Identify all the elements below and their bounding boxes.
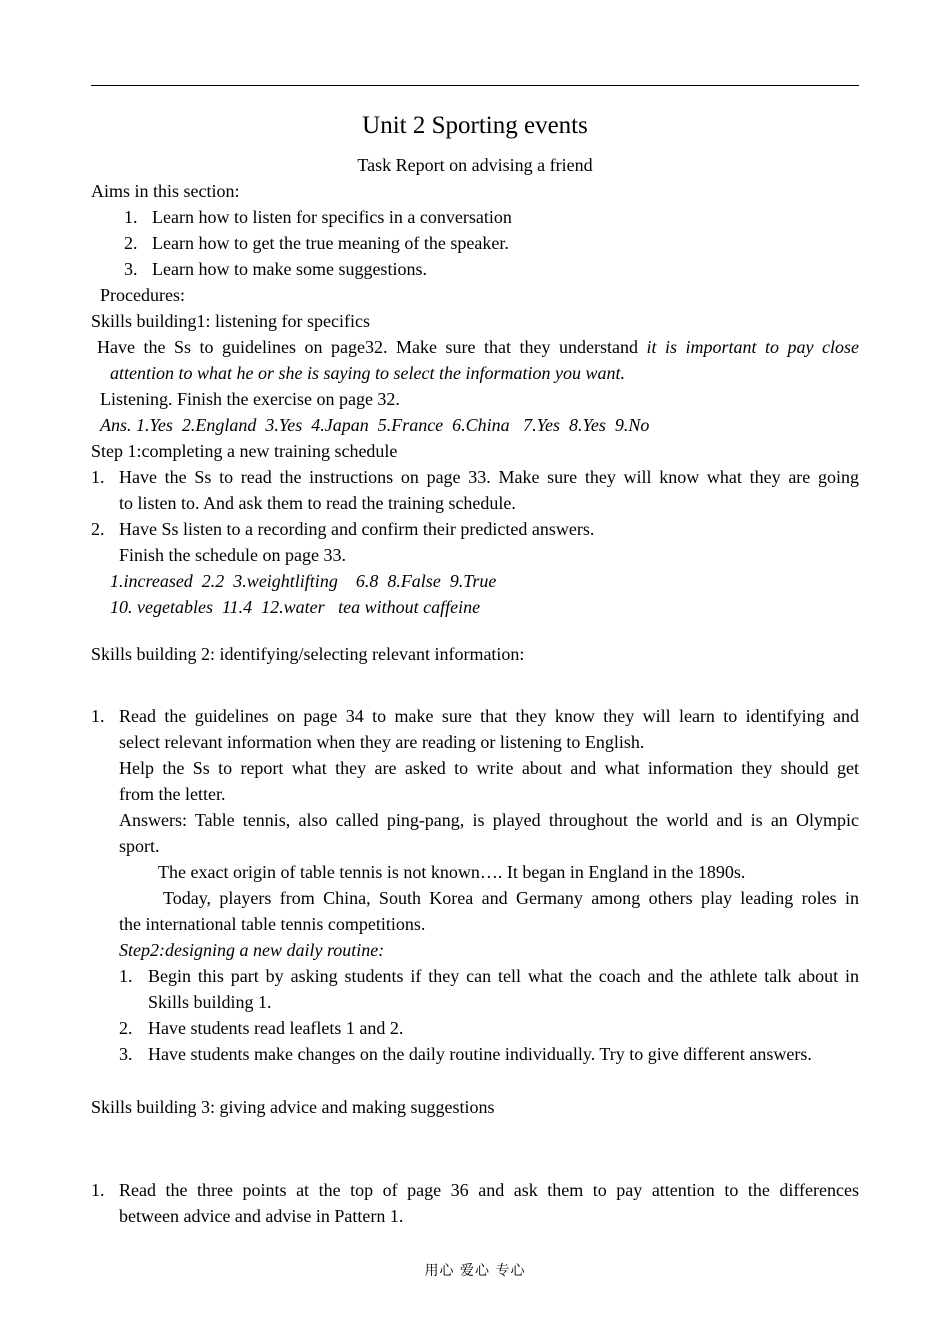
skills1-listening: Listening. Finish the exercise on page 32. <box>100 389 400 409</box>
skills3-item1-num: 1. <box>91 1180 105 1200</box>
step2-item3-num: 3. <box>119 1044 133 1064</box>
page-title: Unit 2 Sporting events <box>362 112 588 139</box>
skills1-answers: Ans. 1.Yes 2.England 3.Yes 4.Japan 5.France 6.China 7.Yes 8.Yes 9.No <box>100 415 650 435</box>
skills2-line-5: Answers: Table tennis, also called ping-pang, is played throughout the world and is an Olympic <box>119 810 859 830</box>
aim-item-2: 2. Learn how to get the true meaning of the speaker. <box>124 233 509 253</box>
header-rule <box>91 85 859 86</box>
skills2-heading: Skills building 2: identifying/selecting relevant information: <box>91 644 525 664</box>
skills2-line-1: Read the guidelines on page 34 to make sure that they know they will learn to identifying and <box>119 706 859 726</box>
skills2-line-6: sport. <box>119 836 160 856</box>
page-footer: 用心 爱心 专心 <box>424 1263 526 1279</box>
step1-item1-num: 1. <box>91 467 105 487</box>
skills2-item1-num: 1. <box>91 706 105 726</box>
page-subtitle: Task Report on advising a friend <box>357 155 593 175</box>
skills1-guideline: Have the Ss to guidelines on page32. Make sure that they understand it is important to pay close <box>97 337 859 357</box>
step1-item2-line2: Finish the schedule on page 33. <box>119 545 346 565</box>
step1-answers-1: 1.increased 2.2 3.weightlifting 6.8 8.False 9.True <box>110 571 497 591</box>
step2-heading: Step2:designing a new daily routine: <box>119 940 385 960</box>
step2-item2: Have students read leaflets 1 and 2. <box>148 1018 404 1038</box>
step2-item3: Have students make changes on the daily routine individually. Try to give different answers. <box>148 1044 812 1064</box>
skills3-heading: Skills building 3: giving advice and making suggestions <box>91 1097 495 1117</box>
skills1-heading: Skills building1: listening for specifics <box>91 311 370 331</box>
step2-item1-num: 1. <box>119 966 133 986</box>
aim-item-3: 3. Learn how to make some suggestions. <box>124 259 427 279</box>
skills3-line-1: Read the three points at the top of page 36 and ask them to pay attention to the differences <box>119 1180 859 1200</box>
step2-item2-num: 2. <box>119 1018 133 1038</box>
procedures-heading: Procedures: <box>100 285 185 305</box>
aim-item-1: 1. Learn how to listen for specifics in a conversation <box>124 207 512 227</box>
step1-heading: Step 1:completing a new training schedule <box>91 441 398 461</box>
aims-heading: Aims in this section: <box>91 181 240 201</box>
skills1-guideline-cont: attention to what he or she is saying to select the information you want. <box>110 363 625 383</box>
skills3-line-2: between advice and advise in Pattern 1. <box>119 1206 404 1226</box>
step1-item1-line1: Have the Ss to read the instructions on page 33. Make sure they will know what they are going <box>119 467 859 487</box>
step1-item2-num: 2. <box>91 519 105 539</box>
skills2-line-4: from the letter. <box>119 784 226 804</box>
step2-item1-line1: Begin this part by asking students if they can tell what the coach and the athlete talk about in <box>148 966 859 986</box>
skills2-line-9: the international table tennis competitions. <box>119 914 426 934</box>
skills2-line-2: select relevant information when they are reading or listening to English. <box>119 732 645 752</box>
skills2-line-3: Help the Ss to report what they are asked to write about and what information they should get <box>119 758 859 778</box>
step1-item2-line1: Have Ss listen to a recording and confirm their predicted answers. <box>119 519 595 539</box>
step1-item1-line2: to listen to. And ask them to read the training schedule. <box>119 493 516 513</box>
step2-item1-line2: Skills building 1. <box>148 992 272 1012</box>
step1-answers-2: 10. vegetables 11.4 12.water tea without caffeine <box>110 597 481 617</box>
skills2-line-7: The exact origin of table tennis is not known…. It began in England in the 1890s. <box>158 862 746 882</box>
skills2-line-8: Today, players from China, South Korea and Germany among others play leading roles in <box>163 888 859 908</box>
